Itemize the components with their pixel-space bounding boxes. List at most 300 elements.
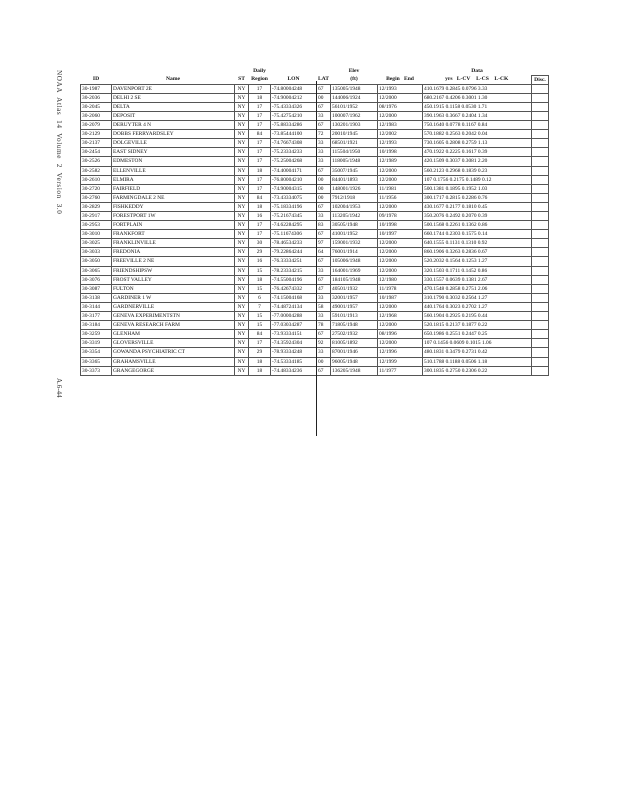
- region-cell: 18: [249, 366, 271, 375]
- discordancy-cell: [532, 339, 549, 348]
- discordancy-cell: [532, 84, 549, 93]
- station-id-cell: 30-2036: [81, 93, 112, 102]
- end-date-cell: 12/1999: [378, 357, 423, 366]
- table-row: [81, 102, 549, 111]
- latitude-cell: 33: [317, 157, 331, 166]
- elevation-begin-cell: 27502/1932: [331, 330, 378, 339]
- discordancy-cell: [532, 102, 549, 111]
- station-name-cell: DELTA: [112, 102, 235, 111]
- longitude-cell: -76.42674332: [271, 284, 317, 293]
- discordancy-cell: [532, 330, 549, 339]
- table-row: [81, 302, 549, 311]
- longitude-cell: -74.15004168: [271, 293, 317, 302]
- region-cell: 18: [249, 202, 271, 211]
- data-stats-cell: 500.1568 0.2261 0.1362 0.86: [423, 221, 532, 230]
- state-cell: NY: [235, 257, 249, 266]
- station-table-wrapper: [80, 67, 548, 376]
- elevation-begin-cell: 59101/1913: [331, 312, 378, 321]
- latitude-cell: 33: [317, 312, 331, 321]
- elevation-begin-cell: 68501/1921: [331, 139, 378, 148]
- state-cell: NY: [235, 266, 249, 275]
- discordancy-cell: [532, 157, 549, 166]
- station-name-cell: FREEVILLE 2 NE: [112, 257, 235, 266]
- longitude-cell: -74.53334185: [271, 357, 317, 366]
- station-id-cell: 30-3184: [81, 321, 112, 330]
- station-name-cell: DERUYTER 4 N: [112, 121, 235, 130]
- longitude-cell: -76.33334251: [271, 257, 317, 266]
- discordancy-cell: [532, 166, 549, 175]
- station-name-cell: DAVENPORT 2E: [112, 84, 235, 93]
- header-lcs: L-CS: [476, 76, 489, 83]
- state-cell: NY: [235, 193, 249, 202]
- region-cell: 15: [249, 284, 271, 293]
- longitude-cell: -74.76674308: [271, 139, 317, 148]
- latitude-cell: 33: [317, 266, 331, 275]
- discordancy-cell: [532, 193, 549, 202]
- table-row: [81, 230, 549, 239]
- table-row: [81, 130, 549, 139]
- station-id-cell: 30-2060: [81, 111, 112, 120]
- latitude-cell: 67: [317, 330, 331, 339]
- station-id-cell: 30-1987: [81, 84, 112, 93]
- table-row: [81, 312, 549, 321]
- longitude-cell: -75.23334233: [271, 148, 317, 157]
- latitude-cell: 00: [317, 357, 331, 366]
- elevation-begin-cell: 84401/1893: [331, 175, 378, 184]
- data-stats-cell: 420.1509 0.3037 0.3081 2.20: [423, 157, 532, 166]
- longitude-cell: -79.22864244: [271, 248, 317, 257]
- end-date-cell: 12/1980: [378, 275, 423, 284]
- latitude-cell: 92: [317, 339, 331, 348]
- latitude-cell: 67: [317, 202, 331, 211]
- table-row: [81, 111, 549, 120]
- longitude-cell: -74.90004315: [271, 184, 317, 193]
- discordancy-cell: [532, 348, 549, 357]
- region-cell: 15: [249, 321, 271, 330]
- state-cell: NY: [235, 84, 249, 93]
- longitude-cell: -76.80004210: [271, 175, 317, 184]
- end-date-cell: 12/2000: [378, 239, 423, 248]
- state-cell: NY: [235, 111, 249, 120]
- state-cell: NY: [235, 339, 249, 348]
- discordancy-cell: [532, 93, 549, 102]
- station-id-cell: 30-3010: [81, 230, 112, 239]
- region-cell: 7: [249, 302, 271, 311]
- elevation-begin-cell: 184105/1948: [331, 275, 378, 284]
- state-cell: NY: [235, 166, 249, 175]
- table-row: [81, 321, 549, 330]
- state-cell: NY: [235, 366, 249, 375]
- elevation-begin-cell: 76001/1914: [331, 248, 378, 257]
- header-begin-end: [378, 75, 423, 84]
- latitude-cell: 33: [317, 148, 331, 157]
- table-row: [81, 293, 549, 302]
- state-cell: NY: [235, 175, 249, 184]
- region-cell: 17: [249, 230, 271, 239]
- elevation-begin-cell: 144006/1924: [331, 93, 378, 102]
- end-date-cell: 12/1996: [378, 348, 423, 357]
- longitude-cell: -75.25004268: [271, 157, 317, 166]
- discordancy-cell: [532, 202, 549, 211]
- region-cell: 6: [249, 293, 271, 302]
- elevation-begin-cell: 40501/1932: [331, 284, 378, 293]
- state-cell: NY: [235, 302, 249, 311]
- end-date-cell: 12/2000: [378, 257, 423, 266]
- elevation-begin-cell: 148001/1926: [331, 184, 378, 193]
- page-number: A.6-44: [55, 378, 63, 398]
- table-row: [81, 339, 549, 348]
- station-id-cell: 30-2045: [81, 102, 112, 111]
- region-cell: 29: [249, 248, 271, 257]
- station-id-cell: 30-3365: [81, 357, 112, 366]
- station-id-cell: 30-3373: [81, 366, 112, 375]
- discordancy-cell: [532, 121, 549, 130]
- header-end: End: [403, 76, 414, 83]
- latitude-cell: 67: [317, 166, 331, 175]
- region-cell: 16: [249, 257, 271, 266]
- header-data: Data: [471, 68, 483, 74]
- station-name-cell: DOBBS FERRYARDSLEY: [112, 130, 235, 139]
- latitude-cell: 00: [317, 184, 331, 193]
- state-cell: NY: [235, 148, 249, 157]
- data-stats-cell: 450.1915 0.1158 0.0530 1.71: [423, 102, 532, 111]
- header-daily: Daily: [253, 68, 266, 74]
- discordancy-cell: [532, 312, 549, 321]
- region-cell: 17: [249, 121, 271, 130]
- station-name-cell: FULTON: [112, 284, 235, 293]
- end-date-cell: 12/2000: [378, 321, 423, 330]
- station-name-cell: GARDNERVILLE: [112, 302, 235, 311]
- longitude-cell: -75.43334326: [271, 102, 317, 111]
- discordancy-cell: [532, 284, 549, 293]
- station-id-cell: 30-2129: [81, 130, 112, 139]
- elevation-begin-cell: 96005/1948: [331, 357, 378, 366]
- header-row-top: [81, 67, 549, 75]
- region-cell: 30: [249, 239, 271, 248]
- elevation-begin-cell: 164001/1969: [331, 266, 378, 275]
- station-table: [80, 67, 549, 376]
- station-id-cell: 30-3319: [81, 339, 112, 348]
- table-row: [81, 175, 549, 184]
- region-cell: 18: [249, 166, 271, 175]
- latitude-cell: 67: [317, 102, 331, 111]
- elevation-begin-cell: 41001/1952: [331, 230, 378, 239]
- state-cell: NY: [235, 202, 249, 211]
- latitude-cell: 67: [317, 121, 331, 130]
- longitude-cell: -75.18334196: [271, 202, 317, 211]
- longitude-cell: -74.90004212: [271, 93, 317, 102]
- elevation-begin-cell: 100007/1962: [331, 111, 378, 120]
- longitude-cell: -74.40004171: [271, 166, 317, 175]
- header-st: ST: [235, 75, 249, 84]
- table-row: [81, 348, 549, 357]
- latitude-cell: 33: [317, 293, 331, 302]
- station-name-cell: FORTPLAIN: [112, 221, 235, 230]
- latitude-cell: 67: [317, 366, 331, 375]
- data-stats-cell: 310.1790 0.3032 0.2564 1.27: [423, 293, 532, 302]
- state-cell: NY: [235, 157, 249, 166]
- region-cell: 17: [249, 184, 271, 193]
- elevation-begin-cell: 32001/1957: [331, 293, 378, 302]
- station-name-cell: FISHKEDDY: [112, 202, 235, 211]
- header-id: ID: [81, 75, 112, 84]
- table-row: [81, 248, 549, 257]
- longitude-cell: -74.55004196: [271, 275, 317, 284]
- discordancy-cell: [532, 293, 549, 302]
- table-row: [81, 139, 549, 148]
- state-cell: NY: [235, 139, 249, 148]
- elevation-begin-cell: 87001/1946: [331, 348, 378, 357]
- table-row: [81, 330, 549, 339]
- region-cell: 18: [249, 93, 271, 102]
- station-id-cell: 30-2137: [81, 139, 112, 148]
- end-date-cell: 08/1976: [378, 102, 423, 111]
- station-name-cell: GLENHAM: [112, 330, 235, 339]
- latitude-cell: 00: [317, 193, 331, 202]
- station-name-cell: DELHI 2 SE: [112, 93, 235, 102]
- data-stats-cell: 430.1677 0.2177 0.1810 0.45: [423, 202, 532, 211]
- state-cell: NY: [235, 284, 249, 293]
- data-stats-cell: 510.1788 0.1188 0.0506 1.18: [423, 357, 532, 366]
- table-row: [81, 284, 549, 293]
- header-elev: Elev: [348, 68, 360, 74]
- longitude-cell: -74.80004248: [271, 84, 317, 93]
- table-row: [81, 257, 549, 266]
- longitude-cell: -75.88334286: [271, 121, 317, 130]
- station-name-cell: FRANKLINVILLE: [112, 239, 235, 248]
- elevation-begin-cell: 115504/1950: [331, 148, 378, 157]
- station-name-cell: ELLENVILLE: [112, 166, 235, 175]
- end-date-cell: 11/1978: [378, 284, 423, 293]
- header-lcv: L-CV: [456, 76, 471, 83]
- region-cell: 17: [249, 157, 271, 166]
- state-cell: NY: [235, 184, 249, 193]
- station-id-cell: 30-3065: [81, 266, 112, 275]
- end-date-cell: 12/2002: [378, 130, 423, 139]
- header-lat: LAT: [317, 76, 330, 83]
- elevation-begin-cell: 159001/1932: [331, 239, 378, 248]
- data-stats-cell: 470.1548 0.2858 0.2751 2.06: [423, 284, 532, 293]
- elevation-begin-cell: 56101/1952: [331, 102, 378, 111]
- latitude-cell: 00: [317, 93, 331, 102]
- station-id-cell: 30-2720: [81, 184, 112, 193]
- header-elev-ft: (ft): [331, 75, 378, 84]
- header-lck: L-CK: [494, 76, 509, 83]
- end-date-cell: 12/2000: [378, 166, 423, 175]
- station-name-cell: FORESTPORT 1W: [112, 212, 235, 221]
- header-data-stats: [423, 75, 532, 84]
- region-cell: 84: [249, 193, 271, 202]
- region-cell: 17: [249, 111, 271, 120]
- latitude-cell: 67: [317, 275, 331, 284]
- station-id-cell: 30-3354: [81, 348, 112, 357]
- station-id-cell: 30-3025: [81, 239, 112, 248]
- table-body: [81, 84, 549, 375]
- discordancy-cell: [532, 302, 549, 311]
- elevation-begin-cell: 105006/1948: [331, 257, 378, 266]
- station-name-cell: DOLGEVILLE: [112, 139, 235, 148]
- state-cell: NY: [235, 321, 249, 330]
- table-row: [81, 221, 549, 230]
- latitude-cell: 00: [317, 175, 331, 184]
- longitude-cell: -77.03034287: [271, 321, 317, 330]
- discordancy-cell: [532, 257, 549, 266]
- station-id-cell: 30-3087: [81, 284, 112, 293]
- region-cell: 17: [249, 175, 271, 184]
- end-date-cell: 11/1977: [378, 366, 423, 375]
- header-region: Region: [249, 75, 271, 84]
- station-name-cell: FRANKFORT: [112, 230, 235, 239]
- data-stats-cell: 860.1906 0.3263 0.2836 0.67: [423, 248, 532, 257]
- state-cell: NY: [235, 330, 249, 339]
- region-cell: 18: [249, 357, 271, 366]
- longitude-cell: -75.21674345: [271, 212, 317, 221]
- station-id-cell: 30-3259: [81, 330, 112, 339]
- latitude-cell: 67: [317, 230, 331, 239]
- end-date-cell: 12/2000: [378, 302, 423, 311]
- side-note: NOAA Atlas 14 Volume 2 Version 3.0: [55, 70, 63, 215]
- discordancy-cell: [532, 239, 549, 248]
- end-date-cell: 10/1987: [378, 293, 423, 302]
- discordancy-cell: [532, 221, 549, 230]
- station-id-cell: 30-2526: [81, 157, 112, 166]
- elevation-begin-cell: 30505/1948: [331, 221, 378, 230]
- discordancy-cell: [532, 130, 549, 139]
- end-date-cell: 12/2000: [378, 339, 423, 348]
- region-cell: 17: [249, 139, 271, 148]
- table-row: [81, 266, 549, 275]
- data-stats-cell: 500.1381 0.1895 0.1952 1.03: [423, 184, 532, 193]
- elevation-begin-cell: 135005/1948: [331, 84, 378, 93]
- data-stats-cell: 520.2032 0.1564 0.1253 1.27: [423, 257, 532, 266]
- longitude-cell: -74.48334236: [271, 366, 317, 375]
- table-row: [81, 366, 549, 375]
- data-stats-cell: 410.1679 0.2845 0.0796 3.33: [423, 84, 532, 93]
- station-id-cell: 30-2760: [81, 193, 112, 202]
- elevation-begin-cell: 130201/1903: [331, 121, 378, 130]
- station-id-cell: 30-2953: [81, 221, 112, 230]
- station-id-cell: 30-2079: [81, 121, 112, 130]
- discordancy-cell: [532, 230, 549, 239]
- end-date-cell: 10/1998: [378, 221, 423, 230]
- latitude-cell: 83: [317, 221, 331, 230]
- station-id-cell: 30-2454: [81, 148, 112, 157]
- latitude-cell: 78: [317, 321, 331, 330]
- elevation-begin-cell: 7912/1918: [331, 193, 378, 202]
- discordancy-cell: [532, 275, 549, 284]
- header-row: [81, 75, 549, 84]
- station-id-cell: 30-3076: [81, 275, 112, 284]
- end-date-cell: 12/2000: [378, 111, 423, 120]
- station-id-cell: 30-3138: [81, 293, 112, 302]
- data-stats-cell: 730.1605 0.2808 0.2759 1.13: [423, 139, 532, 148]
- station-name-cell: FARMINGDALE 2 NE: [112, 193, 235, 202]
- data-stats-cell: 107 0.1456 0.0609 0.1015 1.06: [423, 339, 532, 348]
- end-date-cell: 12/2000: [378, 248, 423, 257]
- data-stats-cell: 470.1922 0.2225 0.1617 0.39: [423, 148, 532, 157]
- data-stats-cell: 300.1835 0.2750 0.2306 0.22: [423, 366, 532, 375]
- data-stats-cell: 350.2076 0.2492 0.2070 0.39: [423, 212, 532, 221]
- data-stats-cell: 330.1557 0.0639 0.1381 2.67: [423, 275, 532, 284]
- elevation-begin-cell: 113205/1942: [331, 212, 378, 221]
- data-stats-cell: 107 0.1756 0.2175 0.1489 0.12: [423, 175, 532, 184]
- longitude-cell: -75.11674306: [271, 230, 317, 239]
- station-name-cell: GENEVA RESEARCH FARM: [112, 321, 235, 330]
- discordancy-cell: [532, 366, 549, 375]
- latitude-cell: 67: [317, 257, 331, 266]
- region-cell: 17: [249, 221, 271, 230]
- region-cell: 29: [249, 348, 271, 357]
- state-cell: NY: [235, 275, 249, 284]
- state-cell: NY: [235, 230, 249, 239]
- longitude-cell: -74.48724134: [271, 302, 317, 311]
- station-name-cell: GOWANDA PSYCHIATRIC CT: [112, 348, 235, 357]
- elevation-begin-cell: 20010/1945: [331, 130, 378, 139]
- station-name-cell: GLOVERSVILLE: [112, 339, 235, 348]
- table-row: [81, 275, 549, 284]
- data-stats-cell: 390.1963 0.3667 0.2404 1.34: [423, 111, 532, 120]
- latitude-cell: 58: [317, 302, 331, 311]
- station-id-cell: 30-2829: [81, 202, 112, 211]
- station-name-cell: FROST VALLEY: [112, 275, 235, 284]
- data-stats-cell: 560.1904 0.2925 0.2195 0.44: [423, 312, 532, 321]
- table-row: [81, 121, 549, 130]
- station-name-cell: EAST SIDNEY: [112, 148, 235, 157]
- region-cell: 17: [249, 148, 271, 157]
- elevation-begin-cell: 49001/1957: [331, 302, 378, 311]
- table-row: [81, 148, 549, 157]
- elevation-begin-cell: 102004/1953: [331, 202, 378, 211]
- longitude-cell: -78.46534233: [271, 239, 317, 248]
- longitude-cell: -73.85444100: [271, 130, 317, 139]
- data-stats-cell: 300.1717 0.2815 0.2286 0.76: [423, 193, 532, 202]
- discordancy-cell: [532, 148, 549, 157]
- longitude-cell: -75.42754210: [271, 111, 317, 120]
- latitude-cell: 67: [317, 84, 331, 93]
- state-cell: NY: [235, 293, 249, 302]
- table-row: [81, 166, 549, 175]
- discordancy-cell: [532, 139, 549, 148]
- discordancy-cell: [532, 212, 549, 221]
- header-lon: LON: [271, 75, 317, 84]
- longitude-cell: -78.93334248: [271, 348, 317, 357]
- discordancy-cell: [532, 248, 549, 257]
- end-date-cell: 10/1997: [378, 230, 423, 239]
- end-date-cell: 08/1996: [378, 330, 423, 339]
- discordancy-cell: [532, 175, 549, 184]
- state-cell: NY: [235, 121, 249, 130]
- header-disc: Disc.: [532, 75, 549, 84]
- station-name-cell: FRIENDSHIPSW: [112, 266, 235, 275]
- station-id-cell: 30-2610: [81, 175, 112, 184]
- longitude-cell: -73.93334151: [271, 330, 317, 339]
- state-cell: NY: [235, 312, 249, 321]
- region-cell: 84: [249, 330, 271, 339]
- state-cell: NY: [235, 239, 249, 248]
- station-name-cell: ELMIRA: [112, 175, 235, 184]
- end-date-cell: 12/1993: [378, 139, 423, 148]
- longitude-cell: -74.62284295: [271, 221, 317, 230]
- elevation-begin-cell: 35007/1945: [331, 166, 378, 175]
- end-date-cell: 12/2000: [378, 266, 423, 275]
- end-date-cell: 12/1993: [378, 84, 423, 93]
- region-cell: 18: [249, 275, 271, 284]
- state-cell: NY: [235, 221, 249, 230]
- longitude-cell: -77.00004288: [271, 312, 317, 321]
- discordancy-cell: [532, 111, 549, 120]
- data-stats-cell: 520.1815 0.2137 0.1877 0.22: [423, 321, 532, 330]
- station-id-cell: 30-3177: [81, 312, 112, 321]
